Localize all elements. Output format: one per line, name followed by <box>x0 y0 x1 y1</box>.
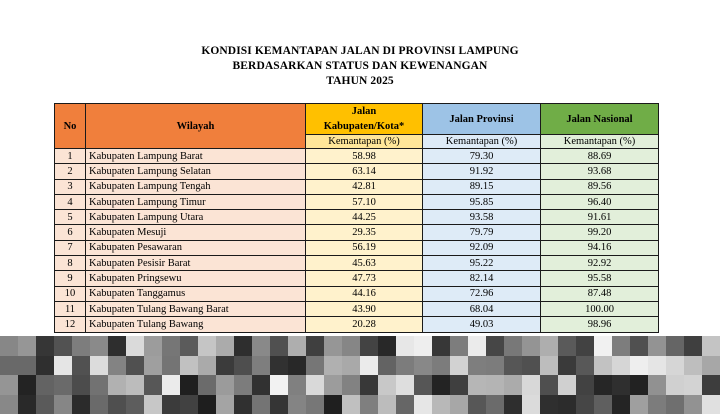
table-row <box>55 271 659 286</box>
pixel-block <box>486 356 504 376</box>
cell-wilayah: Kabupaten Pesawaran <box>86 240 306 255</box>
pixel-block <box>612 356 630 376</box>
pixel-block <box>126 375 144 395</box>
cell-nasional: 95.58 <box>541 271 659 286</box>
pixel-block <box>648 336 666 356</box>
cell-kabupaten: 29.35 <box>306 225 423 240</box>
pixel-block <box>522 395 540 414</box>
cell-wilayah: Kabupaten Lampung Tengah <box>86 179 306 194</box>
cell-provinsi: 79.30 <box>423 149 541 164</box>
pixel-block <box>72 336 90 356</box>
cell-provinsi: 82.14 <box>423 271 541 286</box>
cell-provinsi: 95.85 <box>423 194 541 209</box>
pixel-block <box>432 336 450 356</box>
pixel-block <box>468 375 486 395</box>
pixel-block <box>504 336 522 356</box>
pixel-block <box>18 336 36 356</box>
pixel-block <box>270 336 288 356</box>
pixel-block <box>504 356 522 376</box>
pixel-block <box>648 356 666 376</box>
pixel-block <box>594 356 612 376</box>
cell-no: 10 <box>55 286 86 301</box>
header-nasional: Jalan Nasional <box>541 104 659 135</box>
pixel-block <box>108 356 126 376</box>
pixel-block <box>432 395 450 414</box>
cell-nasional: 96.40 <box>541 194 659 209</box>
header-kabupaten-line2: Kabupaten/Kota* <box>323 121 405 132</box>
pixel-block <box>54 395 72 414</box>
cell-kabupaten: 57.10 <box>306 194 423 209</box>
cell-kabupaten: 44.16 <box>306 286 423 301</box>
pixel-block <box>216 375 234 395</box>
title-line-3: TAHUN 2025 <box>326 75 394 87</box>
pixel-block <box>540 336 558 356</box>
cell-wilayah: Kabupaten Lampung Utara <box>86 210 306 225</box>
cell-provinsi: 95.22 <box>423 256 541 271</box>
pixel-block <box>594 336 612 356</box>
cell-nasional: 87.48 <box>541 286 659 301</box>
pixel-block <box>360 336 378 356</box>
subheader-nasional: Kemantapan (%) <box>541 135 659 149</box>
pixel-block <box>414 395 432 414</box>
pixel-block <box>72 395 90 414</box>
pixel-block <box>306 336 324 356</box>
table-row <box>55 286 659 301</box>
cell-kabupaten: 63.14 <box>306 164 423 179</box>
pixel-block <box>432 356 450 376</box>
header-kabupaten <box>306 104 423 135</box>
pixel-block <box>72 375 90 395</box>
cell-provinsi: 89.15 <box>423 179 541 194</box>
pixel-block <box>162 356 180 376</box>
cell-nasional: 91.61 <box>541 210 659 225</box>
pixel-block <box>630 395 648 414</box>
pixel-block <box>648 395 666 414</box>
title-line-2: BERDASARKAN STATUS DAN KEWENANGAN <box>232 60 488 72</box>
pixel-block <box>162 375 180 395</box>
header-wilayah: Wilayah <box>86 104 306 149</box>
pixel-block <box>666 375 684 395</box>
cell-nasional: 99.20 <box>541 225 659 240</box>
pixel-block <box>90 356 108 376</box>
pixel-block <box>540 395 558 414</box>
pixel-block <box>306 356 324 376</box>
cell-no: 5 <box>55 210 86 225</box>
cell-wilayah: Kabupaten Tanggamus <box>86 286 306 301</box>
pixel-block <box>324 356 342 376</box>
pixel-block <box>378 356 396 376</box>
pixel-block <box>108 395 126 414</box>
pixel-block <box>144 336 162 356</box>
cell-no: 11 <box>55 301 86 316</box>
cell-wilayah: Kabupaten Lampung Selatan <box>86 164 306 179</box>
pixel-block <box>486 375 504 395</box>
pixel-block <box>54 356 72 376</box>
title-line-1: KONDISI KEMANTAPAN JALAN DI PROVINSI LAMPUNG <box>201 45 519 57</box>
pixel-block <box>468 336 486 356</box>
pixel-block <box>108 336 126 356</box>
cell-provinsi: 72.96 <box>423 286 541 301</box>
cell-no: 4 <box>55 194 86 209</box>
pixel-block <box>252 395 270 414</box>
pixel-block <box>378 375 396 395</box>
pixel-block <box>630 336 648 356</box>
pixel-block <box>396 336 414 356</box>
pixel-block <box>576 336 594 356</box>
cell-kabupaten: 44.25 <box>306 210 423 225</box>
pixel-block <box>522 336 540 356</box>
cell-no: 2 <box>55 164 86 179</box>
pixel-block <box>288 375 306 395</box>
cell-wilayah: Kabupaten Pringsewu <box>86 271 306 286</box>
pixel-block <box>558 395 576 414</box>
pixel-block <box>612 395 630 414</box>
cell-provinsi: 93.58 <box>423 210 541 225</box>
pixel-block <box>108 375 126 395</box>
cell-no: 12 <box>55 317 86 332</box>
pixel-block <box>486 336 504 356</box>
table-row <box>55 194 659 209</box>
cell-wilayah: Kabupaten Mesuji <box>86 225 306 240</box>
cell-wilayah: Kabupaten Tulang Bawang Barat <box>86 301 306 316</box>
header-provinsi: Jalan Provinsi <box>423 104 541 135</box>
pixel-block <box>324 336 342 356</box>
cell-no: 1 <box>55 149 86 164</box>
pixel-block <box>666 356 684 376</box>
pixel-block <box>180 395 198 414</box>
pixel-block <box>324 375 342 395</box>
pixel-block <box>360 375 378 395</box>
pixel-block <box>144 375 162 395</box>
pixel-block <box>576 375 594 395</box>
header-no: No <box>55 104 86 149</box>
cell-wilayah: Kabupaten Tulang Bawang <box>86 317 306 332</box>
pixel-block <box>126 395 144 414</box>
pixel-block <box>252 336 270 356</box>
pixel-block <box>234 356 252 376</box>
pixel-block <box>234 336 252 356</box>
pixel-block <box>144 395 162 414</box>
pixel-block <box>414 375 432 395</box>
pixel-block <box>684 356 702 376</box>
pixel-block <box>702 336 720 356</box>
cell-no: 8 <box>55 256 86 271</box>
pixel-block <box>18 356 36 376</box>
pixel-block <box>342 375 360 395</box>
pixel-block <box>630 356 648 376</box>
pixel-block <box>72 356 90 376</box>
pixel-block <box>558 356 576 376</box>
pixel-block <box>396 375 414 395</box>
pixel-block <box>288 395 306 414</box>
pixel-block <box>450 395 468 414</box>
pixel-block <box>468 356 486 376</box>
pixel-block <box>234 375 252 395</box>
pixel-block <box>216 336 234 356</box>
pixel-block <box>0 336 18 356</box>
cell-nasional: 88.69 <box>541 149 659 164</box>
pixel-block <box>198 356 216 376</box>
report-title <box>0 44 720 89</box>
table-row <box>55 149 659 164</box>
pixel-block <box>612 336 630 356</box>
cell-no: 3 <box>55 179 86 194</box>
pixel-block <box>54 336 72 356</box>
pixel-block <box>702 395 720 414</box>
pixel-block <box>234 395 252 414</box>
pixel-block <box>126 356 144 376</box>
pixel-block <box>504 375 522 395</box>
table-row <box>55 240 659 255</box>
pixel-block <box>216 356 234 376</box>
cell-nasional: 94.16 <box>541 240 659 255</box>
cell-nasional: 98.96 <box>541 317 659 332</box>
pixel-block <box>342 336 360 356</box>
cell-no: 6 <box>55 225 86 240</box>
pixel-block <box>450 336 468 356</box>
pixel-block <box>180 375 198 395</box>
pixel-block <box>90 336 108 356</box>
pixel-block <box>540 356 558 376</box>
pixel-block <box>306 395 324 414</box>
header-kabupaten-line1: Jalan <box>351 106 377 117</box>
pixel-block <box>342 356 360 376</box>
road-condition-table <box>54 103 659 333</box>
pixel-block <box>162 336 180 356</box>
cell-nasional: 93.68 <box>541 164 659 179</box>
pixel-block <box>252 375 270 395</box>
cell-provinsi: 79.79 <box>423 225 541 240</box>
pixel-block <box>432 375 450 395</box>
pixel-block <box>702 375 720 395</box>
pixel-block <box>396 356 414 376</box>
cell-kabupaten: 45.63 <box>306 256 423 271</box>
pixel-block <box>180 356 198 376</box>
pixel-block <box>702 356 720 376</box>
pixel-block <box>198 375 216 395</box>
pixel-block <box>162 395 180 414</box>
pixel-block <box>612 375 630 395</box>
cell-kabupaten: 58.98 <box>306 149 423 164</box>
pixel-block <box>684 375 702 395</box>
pixel-block <box>36 375 54 395</box>
pixel-block <box>630 375 648 395</box>
pixel-block <box>360 356 378 376</box>
cell-kabupaten: 56.19 <box>306 240 423 255</box>
pixel-block <box>666 395 684 414</box>
pixel-block <box>324 395 342 414</box>
pixel-block <box>216 395 234 414</box>
cell-provinsi: 49.03 <box>423 317 541 332</box>
cell-kabupaten: 42.81 <box>306 179 423 194</box>
pixel-block <box>684 336 702 356</box>
pixelated-obscured-area <box>0 336 720 414</box>
table-row <box>55 301 659 316</box>
pixel-block <box>360 395 378 414</box>
cell-kabupaten: 43.90 <box>306 301 423 316</box>
cell-nasional: 92.92 <box>541 256 659 271</box>
pixel-block <box>504 395 522 414</box>
cell-nasional: 100.00 <box>541 301 659 316</box>
pixel-block <box>252 356 270 376</box>
cell-no: 7 <box>55 240 86 255</box>
pixel-block <box>594 395 612 414</box>
pixel-block <box>666 336 684 356</box>
pixel-block <box>684 395 702 414</box>
table-row <box>55 164 659 179</box>
cell-provinsi: 91.92 <box>423 164 541 179</box>
pixel-block <box>36 336 54 356</box>
pixel-block <box>198 395 216 414</box>
pixel-block <box>558 336 576 356</box>
pixel-block <box>54 375 72 395</box>
pixel-block <box>288 336 306 356</box>
pixel-block <box>36 356 54 376</box>
cell-nasional: 89.56 <box>541 179 659 194</box>
pixel-block <box>0 395 18 414</box>
pixel-block <box>18 375 36 395</box>
pixel-block <box>576 356 594 376</box>
pixel-block <box>0 356 18 376</box>
pixel-block <box>648 375 666 395</box>
subheader-provinsi: Kemantapan (%) <box>423 135 541 149</box>
pixel-block <box>36 395 54 414</box>
cell-wilayah: Kabupaten Pesisir Barat <box>86 256 306 271</box>
pixel-block <box>450 356 468 376</box>
cell-provinsi: 92.09 <box>423 240 541 255</box>
pixel-block <box>342 395 360 414</box>
pixel-block <box>378 395 396 414</box>
table-row <box>55 225 659 240</box>
pixel-block <box>540 375 558 395</box>
pixel-block <box>594 375 612 395</box>
table-row <box>55 317 659 332</box>
pixel-block <box>576 395 594 414</box>
table-row <box>55 256 659 271</box>
pixel-block <box>90 375 108 395</box>
pixel-block <box>270 356 288 376</box>
pixel-block <box>90 395 108 414</box>
table-row <box>55 179 659 194</box>
pixel-block <box>126 336 144 356</box>
pixel-block <box>414 356 432 376</box>
pixel-block <box>198 336 216 356</box>
pixel-block <box>486 395 504 414</box>
pixel-block <box>450 375 468 395</box>
pixel-block <box>306 375 324 395</box>
subheader-kabupaten: Kemantapan (%) <box>306 135 423 149</box>
pixel-block <box>144 356 162 376</box>
cell-wilayah: Kabupaten Lampung Barat <box>86 149 306 164</box>
pixel-block <box>288 356 306 376</box>
pixel-block <box>180 336 198 356</box>
pixel-block <box>522 356 540 376</box>
pixel-block <box>522 375 540 395</box>
cell-kabupaten: 20.28 <box>306 317 423 332</box>
pixel-block <box>468 395 486 414</box>
pixel-block <box>396 395 414 414</box>
cell-wilayah: Kabupaten Lampung Timur <box>86 194 306 209</box>
pixel-block <box>18 395 36 414</box>
pixel-block <box>414 336 432 356</box>
pixel-block <box>270 395 288 414</box>
cell-no: 9 <box>55 271 86 286</box>
pixel-block <box>378 336 396 356</box>
table-row <box>55 210 659 225</box>
cell-kabupaten: 47.73 <box>306 271 423 286</box>
pixel-block <box>270 375 288 395</box>
cell-provinsi: 68.04 <box>423 301 541 316</box>
table-header-row <box>55 104 659 135</box>
pixel-block <box>558 375 576 395</box>
pixel-block <box>0 375 18 395</box>
